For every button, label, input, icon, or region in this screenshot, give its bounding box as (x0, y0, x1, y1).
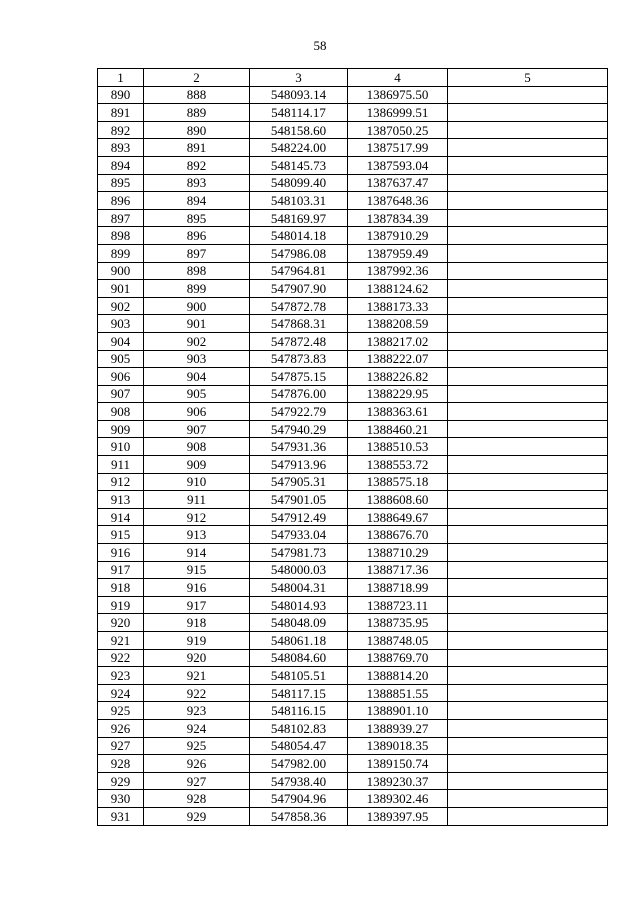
table-cell-col-3: 547931.36 (250, 438, 348, 456)
table-cell-col-2: 929 (144, 807, 250, 825)
table-cell-col-3: 548114.17 (250, 104, 348, 122)
table-cell-col-5 (448, 526, 608, 544)
table-cell-col-2: 899 (144, 280, 250, 298)
table-cell-col-5 (448, 579, 608, 597)
table-row (98, 790, 608, 808)
table-cell-col-4: 1388717.36 (348, 561, 448, 579)
table-cell-col-2: 928 (144, 790, 250, 808)
table-cell-col-3: 547858.36 (250, 807, 348, 825)
table-cell-col-2: 917 (144, 596, 250, 614)
table-cell-col-2: 894 (144, 192, 250, 210)
table-cell-col-3: 547913.96 (250, 456, 348, 474)
table-cell-col-5 (448, 544, 608, 562)
table-cell-col-1: 918 (98, 579, 144, 597)
table-cell-col-4: 1388608.60 (348, 491, 448, 509)
table-cell-col-1: 907 (98, 385, 144, 403)
table-cell-col-3: 548145.73 (250, 156, 348, 174)
table-cell-col-1: 931 (98, 807, 144, 825)
table-row (98, 737, 608, 755)
table-cell-col-2: 902 (144, 332, 250, 350)
table-cell-col-2: 924 (144, 719, 250, 737)
table-cell-col-1: 917 (98, 561, 144, 579)
table-cell-col-4: 1388851.55 (348, 684, 448, 702)
table-cell-col-3: 547876.00 (250, 385, 348, 403)
table-cell-col-1: 926 (98, 719, 144, 737)
table-cell-col-3: 548158.60 (250, 121, 348, 139)
table-cell-col-1: 900 (98, 262, 144, 280)
table-cell-col-1: 895 (98, 174, 144, 192)
table-cell-col-5 (448, 385, 608, 403)
table-cell-col-4: 1388575.18 (348, 473, 448, 491)
table-cell-col-5 (448, 438, 608, 456)
table-cell-col-1: 921 (98, 632, 144, 650)
table-row (98, 192, 608, 210)
table-cell-col-4: 1388173.33 (348, 297, 448, 315)
table-cell-col-1: 909 (98, 420, 144, 438)
table-cell-col-3: 547872.48 (250, 332, 348, 350)
table-cell-col-5 (448, 632, 608, 650)
table-cell-col-4: 1387050.25 (348, 121, 448, 139)
table-cell-col-1: 929 (98, 772, 144, 790)
table-cell-col-5 (448, 772, 608, 790)
table-cell-col-2: 896 (144, 227, 250, 245)
table-row (98, 807, 608, 825)
table-row (98, 667, 608, 685)
table-row (98, 174, 608, 192)
table-cell-col-1: 905 (98, 350, 144, 368)
table-cell-col-1: 894 (98, 156, 144, 174)
table-row (98, 772, 608, 790)
table-cell-col-5 (448, 667, 608, 685)
table-cell-col-3: 548084.60 (250, 649, 348, 667)
table-cell-col-2: 925 (144, 737, 250, 755)
table-cell-col-5 (448, 702, 608, 720)
table-cell-col-2: 910 (144, 473, 250, 491)
table-cell-col-2: 892 (144, 156, 250, 174)
table-cell-col-3: 548103.31 (250, 192, 348, 210)
table-cell-col-3: 547905.31 (250, 473, 348, 491)
table-cell-col-3: 548169.97 (250, 209, 348, 227)
table-cell-col-2: 889 (144, 104, 250, 122)
coordinates-table (97, 68, 608, 826)
table-cell-col-3: 547875.15 (250, 368, 348, 386)
table-cell-col-5 (448, 473, 608, 491)
table-cell-col-5 (448, 192, 608, 210)
table-cell-col-2: 908 (144, 438, 250, 456)
table-cell-col-4: 1388217.02 (348, 332, 448, 350)
table-cell-col-2: 905 (144, 385, 250, 403)
table-cell-col-1: 919 (98, 596, 144, 614)
table-cell-col-4: 1388226.82 (348, 368, 448, 386)
table-cell-col-2: 903 (144, 350, 250, 368)
table-cell-col-2: 897 (144, 244, 250, 262)
table-cell-col-3: 548014.18 (250, 227, 348, 245)
table-cell-col-3: 548099.40 (250, 174, 348, 192)
table-cell-col-3: 547933.04 (250, 526, 348, 544)
table-row (98, 438, 608, 456)
table-cell-col-1: 922 (98, 649, 144, 667)
table-row (98, 403, 608, 421)
table-cell-col-2: 916 (144, 579, 250, 597)
table-cell-col-2: 913 (144, 526, 250, 544)
table-cell-col-3: 548054.47 (250, 737, 348, 755)
table-cell-col-5 (448, 456, 608, 474)
table-cell-col-4: 1388649.67 (348, 508, 448, 526)
table-cell-col-1: 915 (98, 526, 144, 544)
table-cell-col-1: 930 (98, 790, 144, 808)
table-cell-col-2: 893 (144, 174, 250, 192)
table-cell-col-4: 1387648.36 (348, 192, 448, 210)
table-cell-col-5 (448, 350, 608, 368)
table-cell-col-5 (448, 403, 608, 421)
table-row (98, 86, 608, 104)
table-cell-col-1: 899 (98, 244, 144, 262)
table-cell-col-5 (448, 121, 608, 139)
table-cell-col-5 (448, 614, 608, 632)
table-row (98, 368, 608, 386)
table-cell-col-4: 1387992.36 (348, 262, 448, 280)
table-header-row (98, 69, 608, 87)
table-row (98, 139, 608, 157)
table-cell-col-4: 1388718.99 (348, 579, 448, 597)
table-cell-col-3: 548014.93 (250, 596, 348, 614)
table-cell-col-3: 547907.90 (250, 280, 348, 298)
table-row (98, 632, 608, 650)
table-cell-col-1: 927 (98, 737, 144, 755)
table-cell-col-2: 898 (144, 262, 250, 280)
table-cell-col-5 (448, 420, 608, 438)
page-number: 58 (313, 38, 327, 53)
table-cell-col-2: 911 (144, 491, 250, 509)
table-cell-col-1: 906 (98, 368, 144, 386)
table-row (98, 297, 608, 315)
table-cell-col-4: 1388553.72 (348, 456, 448, 474)
table-row (98, 649, 608, 667)
table-cell-col-2: 891 (144, 139, 250, 157)
table-cell-col-2: 901 (144, 315, 250, 333)
table-cell-col-2: 923 (144, 702, 250, 720)
table-cell-col-1: 911 (98, 456, 144, 474)
table-cell-col-1: 910 (98, 438, 144, 456)
table-row (98, 156, 608, 174)
table-cell-col-1: 920 (98, 614, 144, 632)
table-row (98, 227, 608, 245)
table-row (98, 596, 608, 614)
table-cell-col-5 (448, 684, 608, 702)
table-cell-col-3: 548004.31 (250, 579, 348, 597)
table-cell-col-3: 548000.03 (250, 561, 348, 579)
table-cell-col-3: 548093.14 (250, 86, 348, 104)
table-cell-col-2: 920 (144, 649, 250, 667)
table-cell-col-4: 1389302.46 (348, 790, 448, 808)
table-cell-col-3: 548116.15 (250, 702, 348, 720)
table-row (98, 280, 608, 298)
table-cell-col-4: 1389397.95 (348, 807, 448, 825)
table-cell-col-2: 907 (144, 420, 250, 438)
table-row (98, 579, 608, 597)
table-cell-col-5 (448, 508, 608, 526)
table-cell-col-3: 547904.96 (250, 790, 348, 808)
table-cell-col-4: 1388676.70 (348, 526, 448, 544)
table-cell-col-5 (448, 86, 608, 104)
table-cell-col-3: 547986.08 (250, 244, 348, 262)
table-row (98, 684, 608, 702)
table-cell-col-5 (448, 368, 608, 386)
column-header-1: 1 (98, 69, 144, 87)
table-cell-col-5 (448, 737, 608, 755)
table-cell-col-1: 892 (98, 121, 144, 139)
table-cell-col-4: 1388208.59 (348, 315, 448, 333)
table-cell-col-2: 921 (144, 667, 250, 685)
table-cell-col-4: 1388124.62 (348, 280, 448, 298)
table-cell-col-1: 914 (98, 508, 144, 526)
table-cell-col-5 (448, 104, 608, 122)
table-cell-col-4: 1387910.29 (348, 227, 448, 245)
table-cell-col-5 (448, 209, 608, 227)
table-cell-col-2: 909 (144, 456, 250, 474)
table-cell-col-3: 547872.78 (250, 297, 348, 315)
column-header-3: 3 (250, 69, 348, 87)
table-cell-col-2: 922 (144, 684, 250, 702)
table-cell-col-4: 1386975.50 (348, 86, 448, 104)
table-cell-col-5 (448, 262, 608, 280)
table-cell-col-5 (448, 491, 608, 509)
table-cell-col-4: 1388460.21 (348, 420, 448, 438)
table-cell-col-4: 1387637.47 (348, 174, 448, 192)
table-row (98, 121, 608, 139)
table-cell-col-1: 901 (98, 280, 144, 298)
table-cell-col-2: 914 (144, 544, 250, 562)
table-cell-col-2: 915 (144, 561, 250, 579)
table-cell-col-5 (448, 790, 608, 808)
table-cell-col-1: 904 (98, 332, 144, 350)
table-cell-col-3: 548117.15 (250, 684, 348, 702)
table-cell-col-3: 547981.73 (250, 544, 348, 562)
table-cell-col-4: 1388222.07 (348, 350, 448, 368)
table-cell-col-1: 924 (98, 684, 144, 702)
table-cell-col-1: 896 (98, 192, 144, 210)
table-cell-col-2: 918 (144, 614, 250, 632)
table-cell-col-2: 912 (144, 508, 250, 526)
table-row (98, 385, 608, 403)
column-header-5: 5 (448, 69, 608, 87)
table-cell-col-4: 1388814.20 (348, 667, 448, 685)
table-row (98, 104, 608, 122)
table-cell-col-3: 548061.18 (250, 632, 348, 650)
table-cell-col-4: 1388723.11 (348, 596, 448, 614)
table-row (98, 702, 608, 720)
table-cell-col-3: 547868.31 (250, 315, 348, 333)
table-cell-col-4: 1387834.39 (348, 209, 448, 227)
table-cell-col-2: 906 (144, 403, 250, 421)
table-cell-col-2: 900 (144, 297, 250, 315)
table-row (98, 473, 608, 491)
table-cell-col-3: 547922.79 (250, 403, 348, 421)
table-cell-col-3: 547901.05 (250, 491, 348, 509)
table-cell-col-3: 547912.49 (250, 508, 348, 526)
table-row (98, 209, 608, 227)
table-cell-col-5 (448, 315, 608, 333)
table-cell-col-1: 891 (98, 104, 144, 122)
table-cell-col-5 (448, 174, 608, 192)
table-cell-col-4: 1388735.95 (348, 614, 448, 632)
table-cell-col-4: 1388901.10 (348, 702, 448, 720)
table-cell-col-1: 903 (98, 315, 144, 333)
table-row (98, 420, 608, 438)
table-cell-col-1: 898 (98, 227, 144, 245)
table-cell-col-2: 890 (144, 121, 250, 139)
table-cell-col-3: 548224.00 (250, 139, 348, 157)
table-cell-col-4: 1388229.95 (348, 385, 448, 403)
table-cell-col-1: 913 (98, 491, 144, 509)
table-cell-col-5 (448, 332, 608, 350)
table-cell-col-2: 895 (144, 209, 250, 227)
table-cell-col-5 (448, 561, 608, 579)
table-header (98, 69, 608, 87)
table-cell-col-1: 902 (98, 297, 144, 315)
table-cell-col-4: 1386999.51 (348, 104, 448, 122)
table-cell-col-4: 1388363.61 (348, 403, 448, 421)
table-row (98, 719, 608, 737)
table-cell-col-3: 547964.81 (250, 262, 348, 280)
table-cell-col-5 (448, 807, 608, 825)
table-cell-col-1: 925 (98, 702, 144, 720)
table-row (98, 315, 608, 333)
table-cell-col-4: 1389150.74 (348, 755, 448, 773)
table-cell-col-2: 904 (144, 368, 250, 386)
table-cell-col-4: 1387593.04 (348, 156, 448, 174)
table-cell-col-5 (448, 297, 608, 315)
table-cell-col-4: 1388939.27 (348, 719, 448, 737)
table-cell-col-4: 1388769.70 (348, 649, 448, 667)
table-cell-col-1: 912 (98, 473, 144, 491)
table-cell-col-1: 908 (98, 403, 144, 421)
table-cell-col-5 (448, 244, 608, 262)
table-cell-col-5 (448, 227, 608, 245)
table-cell-col-3: 548102.83 (250, 719, 348, 737)
table-row (98, 332, 608, 350)
table-cell-col-5 (448, 280, 608, 298)
table-cell-col-3: 547940.29 (250, 420, 348, 438)
table-cell-col-5 (448, 649, 608, 667)
table-cell-col-1: 893 (98, 139, 144, 157)
table-cell-col-2: 926 (144, 755, 250, 773)
table-cell-col-3: 547938.40 (250, 772, 348, 790)
table-cell-col-3: 547982.00 (250, 755, 348, 773)
table-cell-col-4: 1389230.37 (348, 772, 448, 790)
table-row (98, 561, 608, 579)
table-cell-col-2: 919 (144, 632, 250, 650)
table-cell-col-4: 1388710.29 (348, 544, 448, 562)
table-cell-col-5 (448, 719, 608, 737)
table-cell-col-2: 888 (144, 86, 250, 104)
table-row (98, 262, 608, 280)
table-cell-col-5 (448, 156, 608, 174)
column-header-2: 2 (144, 69, 250, 87)
table-cell-col-1: 928 (98, 755, 144, 773)
table-cell-col-1: 916 (98, 544, 144, 562)
column-header-4: 4 (348, 69, 448, 87)
table-cell-col-5 (448, 139, 608, 157)
table-row (98, 544, 608, 562)
table-row (98, 350, 608, 368)
table-cell-col-2: 927 (144, 772, 250, 790)
table-body (98, 86, 608, 825)
table-cell-col-5 (448, 596, 608, 614)
table-row (98, 244, 608, 262)
table-cell-col-4: 1388748.05 (348, 632, 448, 650)
table-cell-col-4: 1387959.49 (348, 244, 448, 262)
table-cell-col-3: 548048.09 (250, 614, 348, 632)
table-row (98, 491, 608, 509)
table-cell-col-5 (448, 755, 608, 773)
table-cell-col-1: 890 (98, 86, 144, 104)
table-cell-col-4: 1389018.35 (348, 737, 448, 755)
table-row (98, 508, 608, 526)
table-cell-col-3: 548105.51 (250, 667, 348, 685)
table-row (98, 526, 608, 544)
table-cell-col-1: 923 (98, 667, 144, 685)
table-cell-col-1: 897 (98, 209, 144, 227)
table-cell-col-4: 1387517.99 (348, 139, 448, 157)
table-row (98, 456, 608, 474)
table-row (98, 755, 608, 773)
table-row (98, 614, 608, 632)
table-cell-col-4: 1388510.53 (348, 438, 448, 456)
table-cell-col-3: 547873.83 (250, 350, 348, 368)
